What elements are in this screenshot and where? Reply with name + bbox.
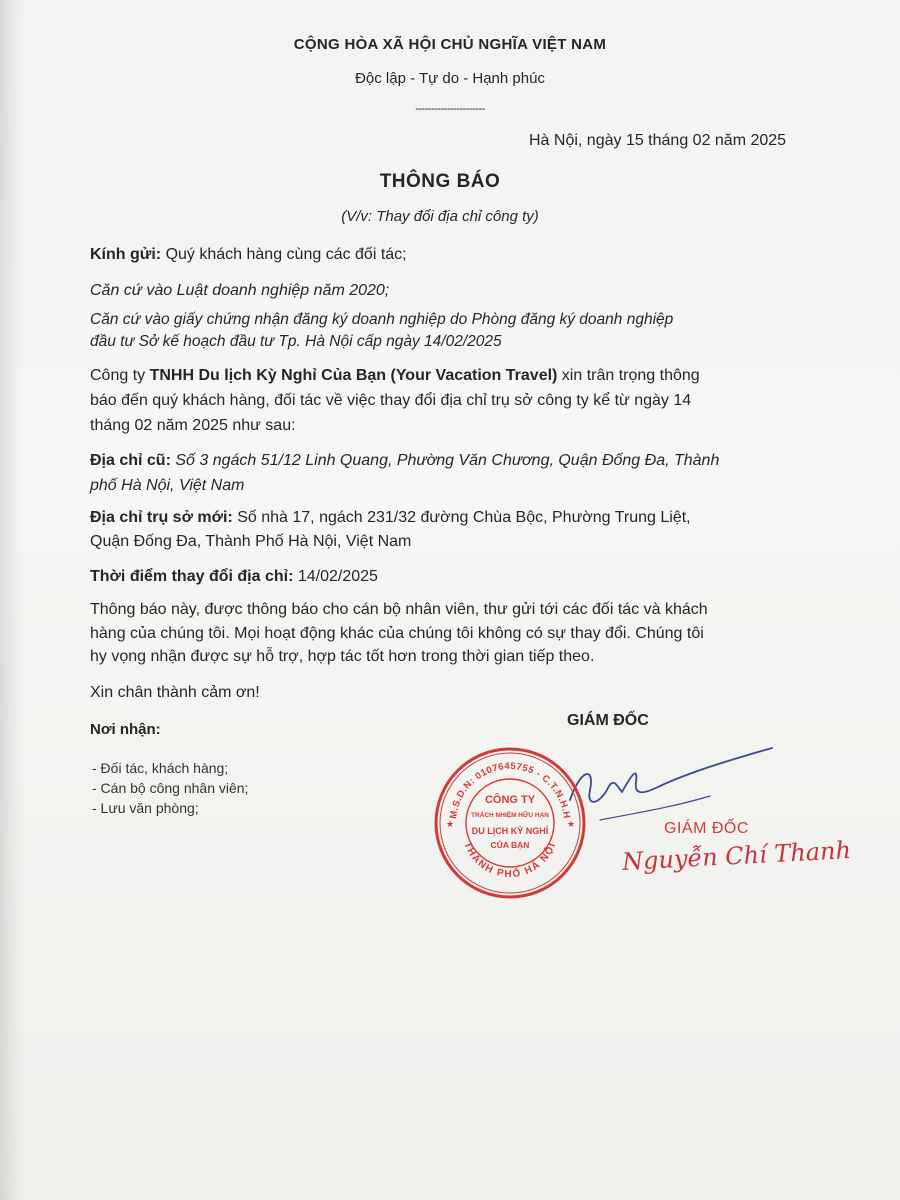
recipient-item: - Đối tác, khách hàng; — [92, 760, 229, 776]
intro-line-1 — [90, 367, 700, 385]
stamp-signer-name: Nguyễn Chí Thanh — [621, 836, 852, 876]
document-title: THÔNG BÁO — [379, 171, 501, 192]
new-address-line-2: Quận Đống Đa, Thành Phố Hà Nội, Việt Nam — [90, 533, 412, 550]
signer-title: GIÁM ĐỐC — [567, 712, 649, 729]
seal-star-icon: ★ — [446, 819, 455, 829]
date-line: Hà Nội, ngày 15 tháng 02 năm 2025 — [529, 132, 787, 149]
intro-line-3: tháng 02 năm 2025 như sau: — [90, 417, 296, 434]
seal-ring-top-text: M.S.D.N: 0107645755 - C.T.N.H.H — [448, 760, 572, 820]
old-address-line-1 — [90, 452, 719, 470]
greeting-line — [90, 246, 407, 264]
notice-line-3: hy vọng nhận được sự hỗ trợ, hợp tác tốt hơn trong thời gian tiếp theo. — [90, 648, 595, 665]
notice-line-1: Thông báo này, được thông báo cho cán bộ nhân viên, thư gửi tới các đối tác và khách — [90, 601, 708, 618]
greeting-label: Kính gửi: — [90, 246, 162, 263]
change-time-label: Thời điểm thay đổi địa chỉ: — [90, 568, 294, 585]
recipient-item: - Cán bộ công nhân viên; — [92, 780, 249, 796]
old-address-line-2: phố Hà Nội, Việt Nam — [90, 477, 245, 494]
recipients-heading: Nơi nhận: — [90, 721, 161, 738]
thanks-line: Xin chân thành cảm ơn! — [90, 684, 260, 701]
basis-line-2b: đầu tư Sở kế hoạch đầu tư Tp. Hà Nội cấp ngày 14/02/2025 — [90, 333, 502, 350]
greeting-text: Quý khách hàng cùng các đối tác; — [165, 246, 407, 263]
notice-line-2: hàng của chúng tôi. Mọi hoạt động khác của chúng tôi không có sự thay đổi. Chúng tôi — [90, 625, 704, 642]
national-title: CỘNG HÒA XÃ HỘI CHỦ NGHĨA VIỆT NAM — [293, 36, 607, 53]
new-address-label: Địa chỉ trụ sở mới: — [90, 509, 233, 526]
recipient-item: - Lưu văn phòng; — [92, 800, 199, 816]
header-separator: ---------------------- — [415, 103, 485, 115]
document-subject: (V/v: Thay đổi địa chỉ công ty) — [341, 208, 539, 225]
seal-center-line: TRÁCH NHIỆM HỮU HẠN — [471, 812, 549, 819]
change-time-value: 14/02/2025 — [293, 568, 378, 585]
basis-line-2a: Căn cứ vào giấy chứng nhận đăng ký doanh nghiệp do Phòng đăng ký doanh nghiệp — [90, 311, 674, 328]
national-motto: Độc lập - Tự do - Hạnh phúc — [355, 70, 545, 87]
company-seal — [432, 745, 588, 901]
new-address-value: Số nhà 17, ngách 231/32 đường Chùa Bộc, Phường Trung Liệt, — [232, 509, 691, 526]
old-address-label: Địa chỉ cũ: — [90, 452, 171, 469]
seal-star-icon: ★ — [567, 819, 576, 829]
intro-line-2: báo đến quý khách hàng, đối tác về việc thay đổi địa chỉ trụ sở công ty kể từ ngày 14 — [90, 392, 692, 409]
intro-prefix: Công ty — [90, 367, 150, 384]
intro-suffix: xin trân trọng thông — [557, 367, 700, 384]
stamp-signer-title: GIÁM ĐỐC — [664, 820, 749, 837]
basis-line-1: Căn cứ vào Luật doanh nghiệp năm 2020; — [90, 282, 390, 299]
seal-center-line: CỦA BẠN — [490, 840, 530, 850]
seal-center-line: DU LỊCH KỲ NGHỈ — [471, 826, 549, 836]
old-address-value: Số 3 ngách 51/12 Linh Quang, Phường Văn Chương, Quận Đống Đa, Thành — [170, 452, 720, 469]
seal-ring-bottom-text: THÀNH PHỐ HÀ NỘI — [461, 840, 559, 881]
new-address-line-1 — [90, 509, 691, 527]
change-time-line — [90, 568, 378, 586]
company-name: TNHH Du lịch Kỳ Nghỉ Của Bạn (Your Vacation Travel) — [149, 367, 558, 384]
svg-text:M.S.D.N: 0107645755 - C.T.N.H. — [448, 761, 572, 820]
seal-center-line: CÔNG TY — [484, 794, 536, 806]
